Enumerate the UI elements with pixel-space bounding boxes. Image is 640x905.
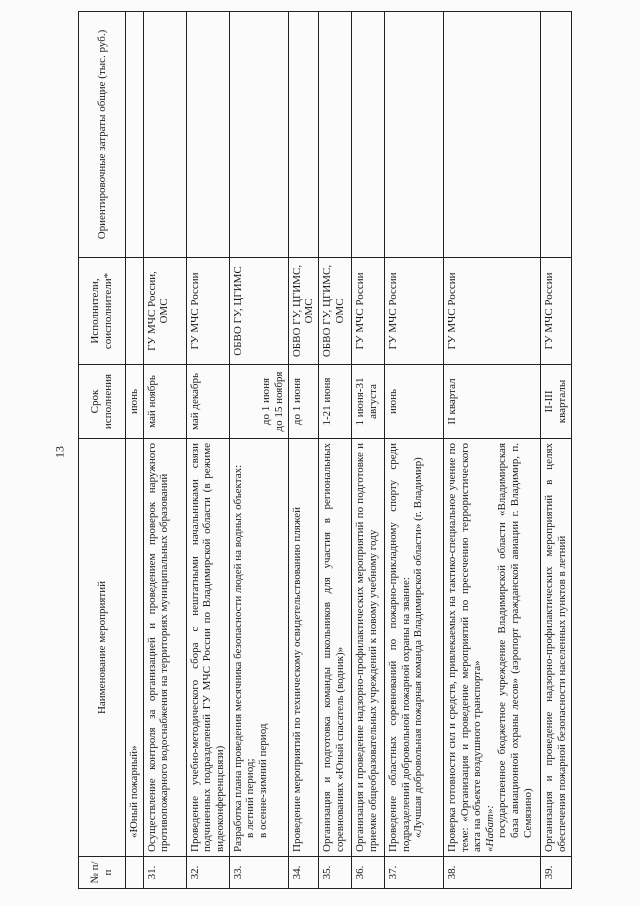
- cell-num: 35.: [318, 857, 351, 889]
- cell-name-line: Разработка плана проведения месячника безопасности людей на водных объектах:: [231, 464, 244, 852]
- cell-cost: [351, 12, 384, 258]
- cell-executors: [126, 258, 144, 365]
- cell-name: Организация и подготовка команды школьников для участия в региональных соревнованиях «Юный спасатель (водник)»: [318, 439, 351, 857]
- cell-name-line: Проверка готовности сил и средств, привлекаемых на тактико-специальное учение по теме: «Организация и проведение мероприятий по пресечению террористического акта на объекте воздушного транспорта»: [445, 443, 484, 852]
- cell-term-line: до 1 июня: [260, 377, 273, 426]
- cell-name: Осуществление контроля за организацией и проведением проверок наружного противопожарного водоснабжения на территориях муниципальных образований: [143, 439, 186, 857]
- cell-term: [229, 365, 288, 439]
- cell-num: 37.: [384, 857, 443, 889]
- cell-num: 34.: [288, 857, 318, 889]
- cell-name-line: «Набат»:: [483, 804, 496, 852]
- cell-term-line: до 15 ноября: [273, 371, 285, 432]
- table-row: [351, 12, 384, 889]
- cell-executors: ГУ МЧС России, ОМС: [143, 258, 186, 365]
- cell-name: Проведение мероприятий по техническому освидетельствованию пляжей: [288, 439, 318, 857]
- header-term: Срок исполнения: [79, 365, 126, 439]
- rotated-table-container: [78, 12, 604, 889]
- header-name: Наименование мероприятий: [79, 439, 126, 857]
- cell-name-line: в осенне-зимний период: [256, 723, 269, 838]
- cell-num: 31.: [143, 857, 186, 889]
- cell-name: [229, 439, 288, 857]
- cell-term: июнь: [384, 365, 443, 439]
- cell-cost: [229, 12, 288, 258]
- cell-term: II квартал: [443, 365, 540, 439]
- cell-cost: [384, 12, 443, 258]
- cell-term: 1 июня-31 августа: [351, 365, 384, 439]
- cell-name-line: «Лучшая добровольная пожарная команда Владимирской области» (г. Владимир): [412, 457, 425, 838]
- cell-cost: [143, 12, 186, 258]
- cell-executors: ГУ МЧС России: [384, 258, 443, 365]
- cell-executors: ГУ МЧС России: [186, 258, 229, 365]
- cell-name-line: Проведение областных соревнований по пожарно-прикладному спорту среди подразделений добровольной пожарной охраны на звание:: [386, 443, 412, 852]
- cell-term: май ноябрь: [143, 365, 186, 439]
- cell-term: 1-21 июня: [318, 365, 351, 439]
- cell-num: 32.: [186, 857, 229, 889]
- cell-cost: [443, 12, 540, 258]
- table-header-row: [79, 12, 126, 889]
- header-cost: Ориентировочные затраты общие (тыс. руб.): [79, 12, 126, 258]
- cell-name: [384, 439, 443, 857]
- cell-executors: ГУ МЧС России: [540, 258, 571, 365]
- cell-cost: [126, 12, 144, 258]
- table-row: [126, 12, 144, 889]
- cell-num: 39.: [540, 857, 571, 889]
- cell-executors: ГУ МЧС России: [351, 258, 384, 365]
- cell-name: Организация и проведение надзорно-профилактических мероприятий в целях обеспечения пожарной безопасности населенных пунктов в летний: [540, 439, 571, 857]
- cell-executors: ГУ МЧС России: [443, 258, 540, 365]
- cell-name: Проведение учебно-методического сбора с нештатными начальниками связи подчиненных подразделений ГУ МЧС России по Владимирской области (в режиме видеоконференцсвязи): [186, 439, 229, 857]
- events-table: [78, 11, 572, 889]
- table-row: [384, 12, 443, 889]
- table-row: [540, 12, 571, 889]
- table-row: [443, 12, 540, 889]
- cell-term: май декабрь: [186, 365, 229, 439]
- cell-num: [126, 857, 144, 889]
- table-row: [229, 12, 288, 889]
- cell-cost: [186, 12, 229, 258]
- cell-num: 38.: [443, 857, 540, 889]
- cell-cost: [318, 12, 351, 258]
- cell-cost: [540, 12, 571, 258]
- cell-term: II-III кварталы: [540, 365, 571, 439]
- cell-name: [126, 439, 144, 857]
- cell-cost: [288, 12, 318, 258]
- cell-executors: ОБВО ГУ, ЦГИМС: [229, 258, 288, 365]
- table-row: [186, 12, 229, 889]
- cell-name-line: в летний период;: [244, 758, 257, 838]
- cell-name-line: государственное бюджетное учреждение Владимирской области «Владимирская база авиационной охраны лесов» (аэропорт гражданской авиации г. Владимир, п. Семязино): [496, 443, 534, 838]
- cell-executors: ОБВО ГУ, ЦГИМС, ОМС: [318, 258, 351, 365]
- cell-executors: ОБВО ГУ, ЦГИМС, ОМС: [288, 258, 318, 365]
- page-number: 13: [52, 446, 67, 458]
- cell-num: 33.: [229, 857, 288, 889]
- cell-name-text: «Юный пожарный»: [128, 745, 140, 838]
- cell-num: 36.: [351, 857, 384, 889]
- header-num: № п/п: [79, 857, 126, 889]
- table-row: [288, 12, 318, 889]
- cell-name: Организация и проведение надзорно-профилактических мероприятий по подготовке и приемке общеобразовательных учреждений к новому учебному году: [351, 439, 384, 857]
- table-row: [318, 12, 351, 889]
- header-executors: Исполнители, соисполнители*: [79, 258, 126, 365]
- cell-name: [443, 439, 540, 857]
- table-row: [143, 12, 186, 889]
- cell-term: июнь: [126, 365, 144, 439]
- cell-term: до 1 июня: [288, 365, 318, 439]
